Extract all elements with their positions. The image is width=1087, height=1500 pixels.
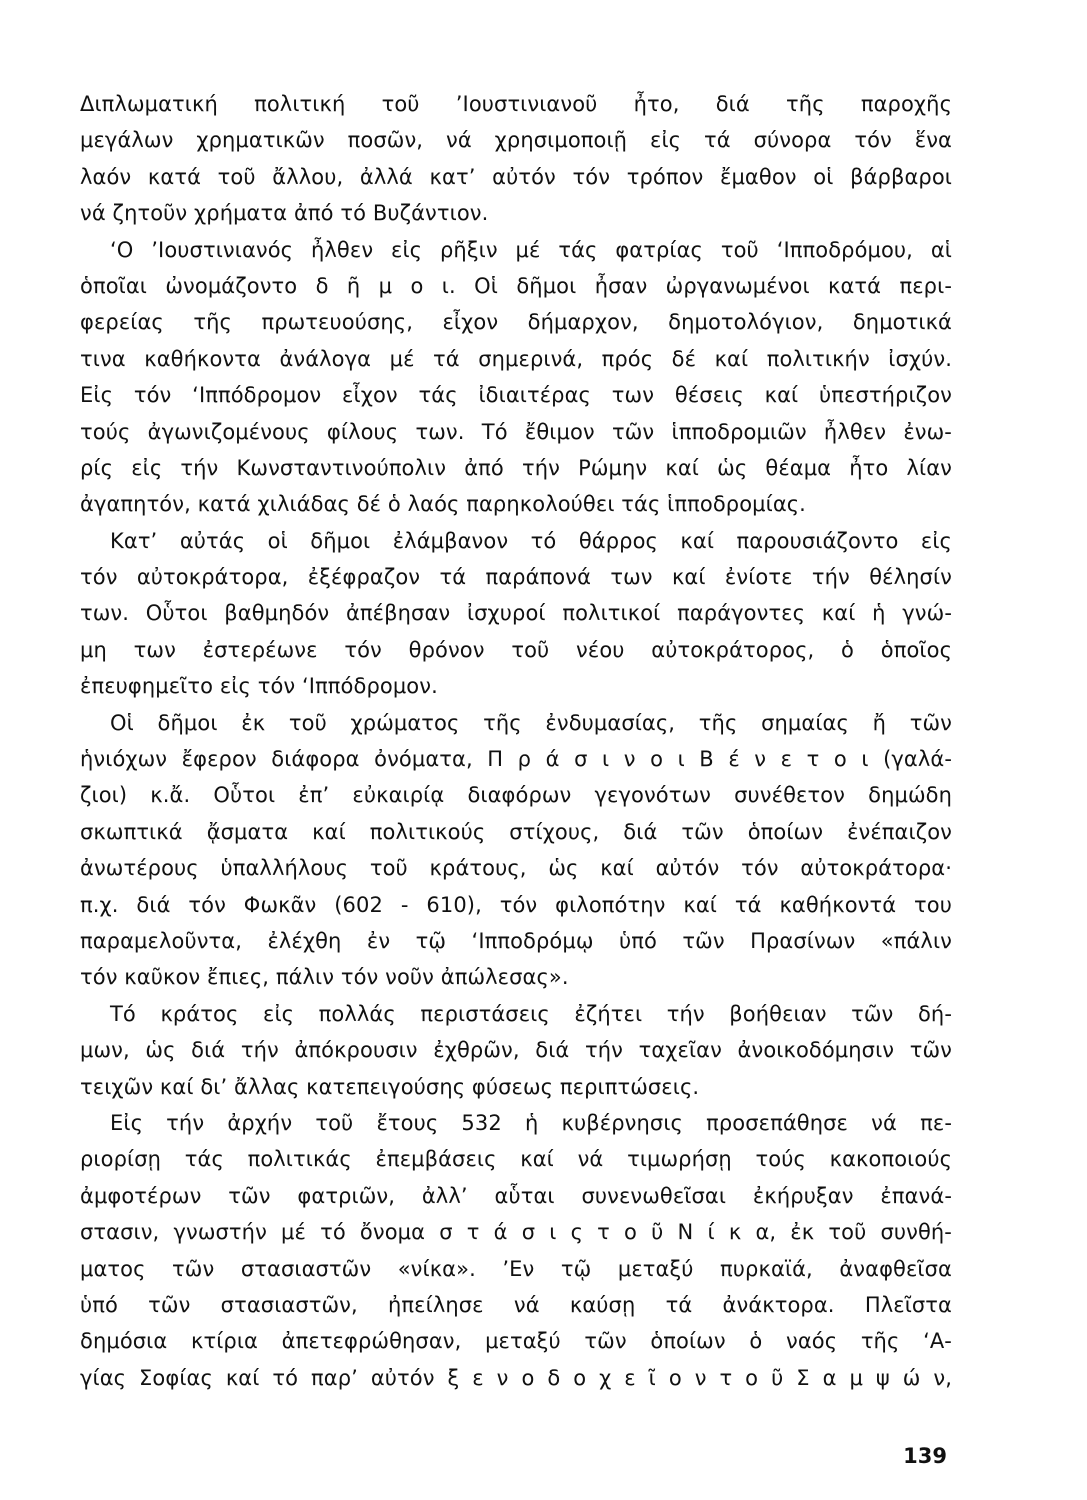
text-line: Εἰς τόν ‘Ιππόδρομον εἶχον τάς ἰδιαιτέρας των θέσεις καί ὑπεστήριζον [80, 383, 952, 408]
text-line: τόν αὐτοκράτορα, ἐξέφραζον τά παράπονά των καί ἐνίοτε τήν θέλησίν [80, 565, 952, 590]
text-line: Διπλωματική πολιτική τοῦ ’Ιουστινιανοῦ ἦτο, διά τῆς παροχῆς [80, 92, 952, 116]
text-line: μων, ὡς διά τήν ἀπόκρουσιν ἐχθρῶν, διά τήν ταχεῖαν ἀνοικοδόμησιν τῶν [80, 1038, 952, 1063]
page-number: 139 [903, 1444, 947, 1468]
text-line: ζιοι) κ.ἄ. Οὗτοι ἐπ’ εὐκαιρίᾳ διαφόρων γεγονότων συνέθετον δημώδη [80, 783, 952, 808]
text-line: γίας Σοφίας καί τό παρ’ αὐτόν ξ ε ν ο δ ο χ ε ῖ ο ν τ ο ῦ Σ α μ ψ ώ ν, [80, 1365, 952, 1390]
text-line: μη των ἐστερέωνε τόν θρόνον τοῦ νέου αὐτοκράτορος, ὁ ὁποῖος [80, 637, 952, 662]
text-line: παραμελοῦντα, ἐλέχθη ἐν τῷ ‘Ιπποδρόμῳ ὑπό τῶν Πρασίνων «πάλιν [80, 928, 952, 953]
text-line: δημόσια κτίρια ἀπετεφρώθησαν, μεταξύ τῶν ὁποίων ὁ ναός τῆς ‘Α- [80, 1329, 952, 1354]
text-line: νά ζητοῦν χρήματα ἀπό τό Βυζάντιον. [80, 201, 489, 226]
text-line: ρίς εἰς τήν Κωνσταντινούπολιν ἀπό τήν Ρώμην καί ὡς θέαμα ἦτο λίαν [80, 455, 952, 480]
text-line: τόν καῦκον ἔπιες, πάλιν τόν νοῦν ἀπώλεσας». [80, 965, 569, 990]
text-line: ἡνιόχων ἔφερον διάφορα ὀνόματα, Π ρ ά σ ι ν ο ι Β έ ν ε τ ο ι (γαλά- [80, 747, 952, 772]
text-line: ὑπό τῶν στασιαστῶν, ἠπείλησε νά καύσῃ τά ἀνάκτορα. Πλεῖστα [80, 1292, 952, 1317]
text-line: στασιν, γνωστήν μέ τό ὄνομα σ τ ά σ ι ς τ ο ῦ Ν ί κ α, ἐκ τοῦ συνθή- [80, 1220, 952, 1245]
text-line: Οἱ δῆμοι ἐκ τοῦ χρώματος τῆς ἐνδυμασίας, τῆς σημαίας ἤ τῶν [110, 710, 952, 735]
text-line: τειχῶν καί δι’ ἄλλας κατεπειγούσης φύσεως περιπτώσεις. [80, 1074, 700, 1099]
text-line: λαόν κατά τοῦ ἄλλου, ἀλλά κατ’ αὐτόν τόν τρόπον ἔμαθον οἱ βάρβαροι [80, 164, 952, 189]
text-line: π.χ. διά τόν Φωκᾶν (602 - 610), τόν φιλοπότην καί τά καθήκοντά του [80, 892, 952, 917]
text-line: μεγάλων χρηματικῶν ποσῶν, νά χρησιμοποιῇ εἰς τά σύνορα τόν ἕνα [80, 128, 952, 153]
text-line: ἀνωτέρους ὑπαλλήλους τοῦ κράτους, ὡς καί αὐτόν τόν αὐτοκράτορα· [80, 856, 952, 881]
text-line: ἀμφοτέρων τῶν φατριῶν, ἀλλ’ αὗται συνενωθεῖσαι ἐκήρυξαν ἐπανά- [80, 1183, 952, 1208]
text-line: ἐπευφημεῖτο εἰς τόν ‘Ιππόδρομον. [80, 674, 438, 699]
text-line: ματος τῶν στασιαστῶν «νίκα». ’Εν τῷ μεταξύ πυρκαϊά, ἀναφθεῖσα [80, 1256, 952, 1281]
text-line: φερείας τῆς πρωτευούσης, εἶχον δήμαρχον, δημοτολόγιον, δημοτικά [80, 310, 952, 335]
text-line: Τό κράτος εἰς πολλάς περιστάσεις ἐζήτει τήν βοήθειαν τῶν δή- [110, 1001, 952, 1026]
text-line: ριορίσῃ τάς πολιτικάς ἐπεμβάσεις καί νά τιμωρήσῃ τούς κακοποιούς [80, 1147, 952, 1172]
text-line: τούς ἀγωνιζομένους φίλους των. Τό ἔθιμον τῶν ἱπποδρομιῶν ἦλθεν ἐνω- [80, 419, 952, 444]
page-body [80, 86, 952, 1396]
text-line: Κατ’ αὐτάς οἱ δῆμοι ἐλάμβανον τό θάρρος καί παρουσιάζοντο εἰς [110, 528, 952, 553]
text-line: ἀγαπητόν, κατά χιλιάδας δέ ὁ λαός παρηκολούθει τάς ἱπποδρομίας. [80, 492, 806, 517]
text-line: τινα καθήκοντα ἀνάλογα μέ τά σημερινά, πρός δέ καί πολιτικήν ἰσχύν. [80, 346, 952, 371]
text-line: ὁποῖαι ὠνομάζοντο δ ῆ μ ο ι. Οἱ δῆμοι ἦσαν ὠργανωμένοι κατά περι- [80, 273, 952, 298]
text-line: σκωπτικά ᾄσματα καί πολιτικούς στίχους, διά τῶν ὁποίων ἐνέπαιζον [80, 819, 952, 844]
text-line: Εἰς τήν ἀρχήν τοῦ ἔτους 532 ἡ κυβέρνησις προσεπάθησε νά πε- [110, 1110, 952, 1135]
text-line: των. Οὗτοι βαθμηδόν ἀπέβησαν ἰσχυροί πολιτικοί παράγοντες καί ἡ γνώ- [80, 601, 952, 626]
text-line: ‘Ο ’Ιουστινιανός ἦλθεν εἰς ρῆξιν μέ τάς φατρίας τοῦ ‘Ιπποδρόμου, αἱ [110, 237, 952, 262]
